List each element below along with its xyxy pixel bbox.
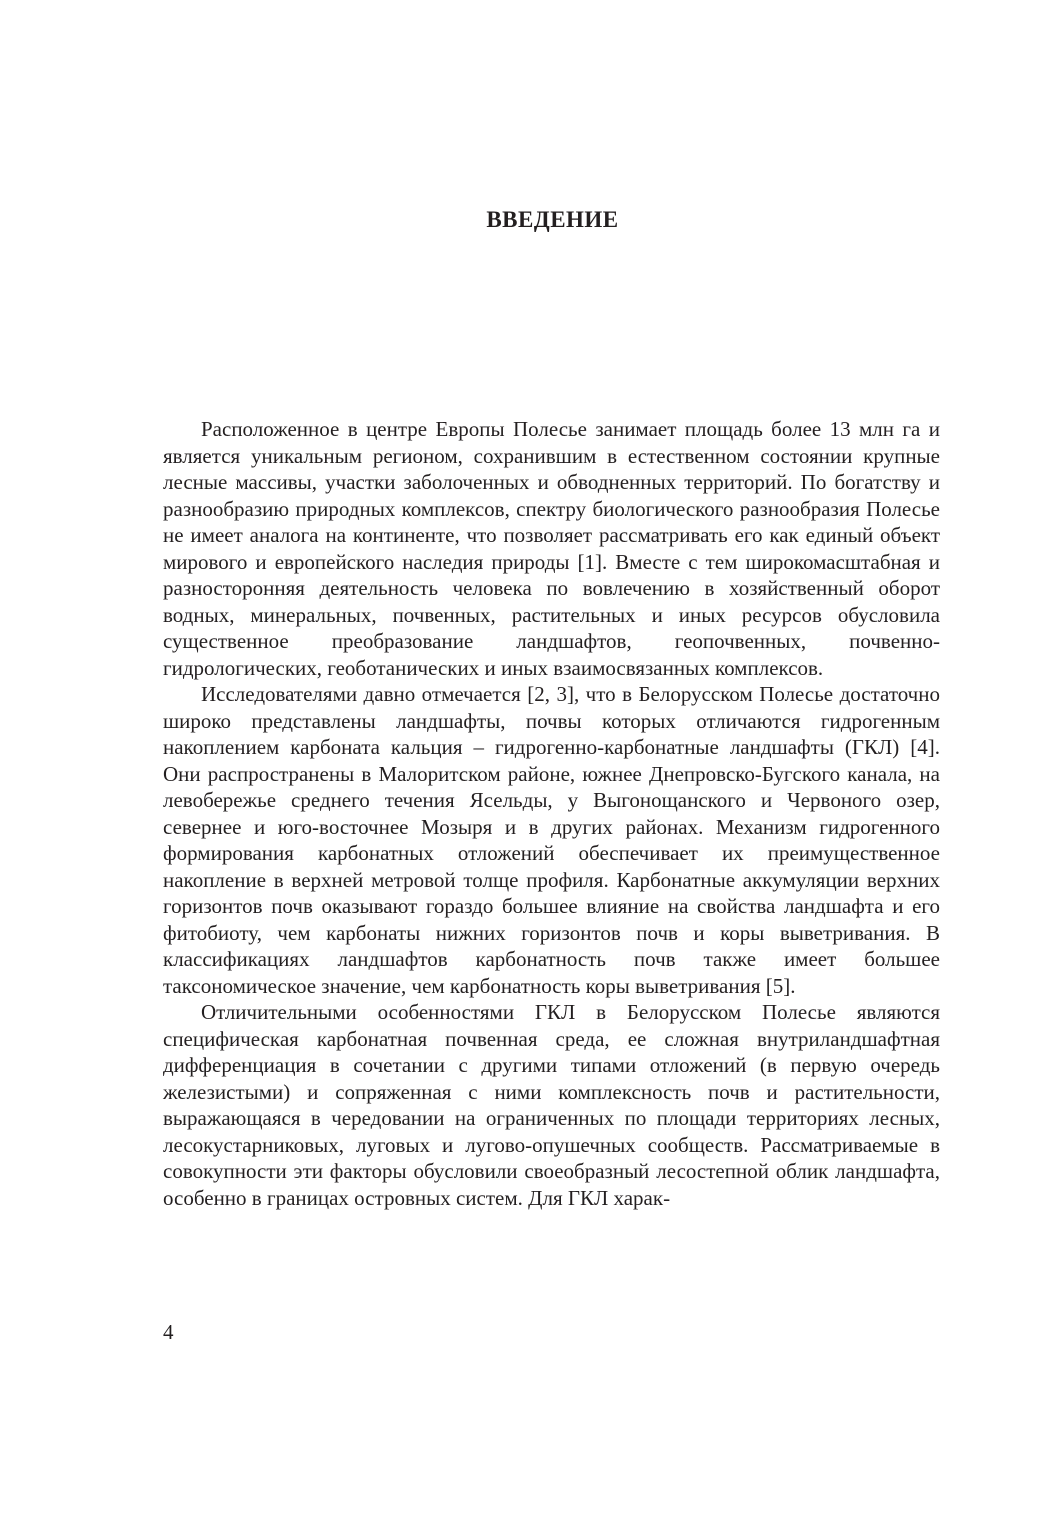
paragraph-2: Исследователями давно отмечается [2, 3], что в Белорусском Полесье достаточно широко представлены ландшафты, почвы которых отличаются гидрогенным накоплением карбоната кальция – гидрогенно-карбонатные ландшафты (ГКЛ) [4]. Они распространены в Малоритском районе, южнее Днепровско-Бугского канала, на левобережье среднего течения Ясельды, у Выгонощанского и Червоного озер, севернее и юго-восточнее Мозыря и в других районах. Механизм гидрогенного формирования карбонатных отложений обеспечивает их преимущественное накопление в верхней метровой толще профиля. Карбонатные аккумуляции верхних горизонтов почв оказывают гораздо большее влияние на свойства ландшафта и его фитобиоту, чем карбонаты нижних горизонтов почв и коры выветривания. В классификациях ландшафтов карбонатность почв также имеет большее таксономическое значение, чем карбонатность коры выветривания [5]. bbox=[163, 682, 940, 998]
page-number: 4 bbox=[163, 1320, 174, 1344]
body-text bbox=[163, 416, 940, 1211]
paragraph-3: Отличительными особенностями ГКЛ в Белорусском Полесье являются специфическая карбонатная почвенная среда, ее сложная внутриландшафтная дифференциация в сочетании с другими типами отложений (в первую очередь железистыми) и сопряженная с ними комплексность почв и растительности, выражающаяся в чередовании на ограниченных по площади территориях лесных, лесокустарниковых, луговых и лугово-опушечных сообществ. Рассматриваемые в совокупности эти факторы обусловили своеобразный лесостепной облик ландшафта, особенно в границах островных систем. Для ГКЛ харак- bbox=[163, 1000, 940, 1210]
paragraph-1: Расположенное в центре Европы Полесье занимает площадь более 13 млн га и является уникальным регионом, сохранившим в естественном состоянии крупные лесные массивы, участки заболоченных и обводненных территорий. По богатству и разнообразию природных комплексов, спектру биологического разнообразия Полесье не имеет аналога на континенте, что позволяет рассматривать его как единый объект мирового и европейского наследия природы [1]. Вместе с тем широкомасштабная и разносторонняя деятельность человека по вовлечению в хозяйственный оборот водных, минеральных, почвенных, растительных и иных ресурсов обусловила существенное преобразование ландшафтов, геопочвенных, почвенно-гидрологических, геоботанических и иных взаимосвязанных комплексов. bbox=[163, 417, 940, 680]
chapter-title: ВВЕДЕНИЕ bbox=[486, 207, 619, 232]
